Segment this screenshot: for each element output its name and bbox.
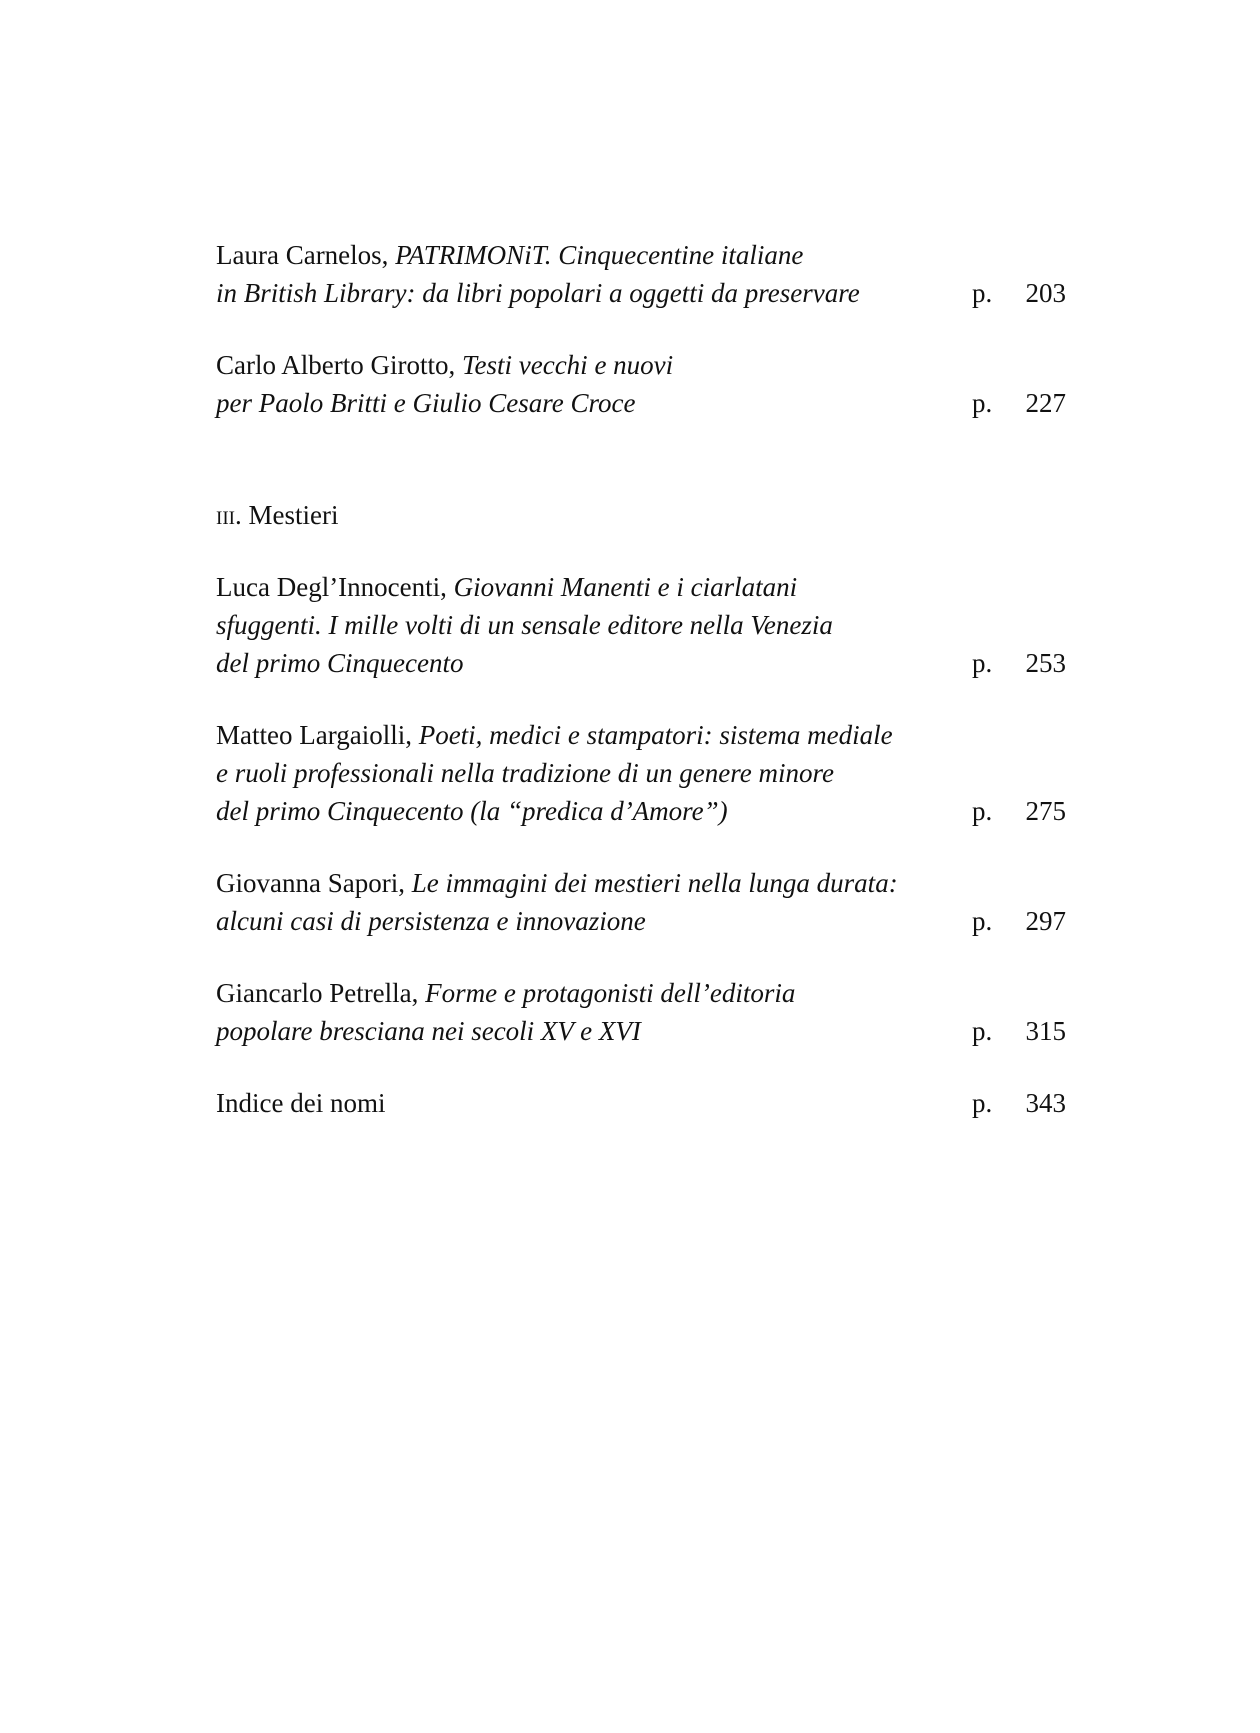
page-number: 203 — [1025, 278, 1066, 308]
page-abbrev: p. — [972, 906, 993, 936]
page-number: 275 — [1025, 796, 1066, 826]
toc-entry — [216, 974, 1066, 1050]
entry-author: Carlo Alberto Girotto, — [216, 350, 462, 380]
table-of-contents — [216, 236, 1066, 1156]
page-abbrev: p. — [972, 278, 993, 308]
toc-entry — [216, 864, 1066, 940]
page-number: 253 — [1025, 648, 1066, 678]
section-number: iii — [216, 500, 235, 530]
page-reference — [972, 274, 1066, 312]
page-reference — [972, 1084, 1066, 1122]
entry-title: sfuggenti. I mille volti di un sensale editore nella Venezia — [216, 610, 833, 640]
page-abbrev: p. — [972, 388, 993, 418]
entry-title: Le immagini dei mestieri nella lunga durata: — [411, 868, 898, 898]
entry-author: Laura Carnelos, — [216, 240, 396, 270]
page-number: 297 — [1025, 906, 1066, 936]
entry-title: per Paolo Britti e Giulio Cesare Croce — [216, 388, 636, 418]
toc-entry-line — [216, 974, 1066, 1012]
page-number: 315 — [1025, 1016, 1066, 1046]
toc-entry-line — [216, 346, 1066, 384]
page-reference — [972, 644, 1066, 682]
page-abbrev: p. — [972, 1088, 993, 1118]
page-number: 343 — [1025, 1088, 1066, 1118]
index-label: Indice dei nomi — [216, 1088, 386, 1118]
entry-title: e ruoli professionali nella tradizione di un genere minore — [216, 758, 834, 788]
toc-entry — [216, 346, 1066, 422]
toc-entry — [216, 236, 1066, 312]
section-heading — [216, 496, 1066, 534]
page-reference — [972, 792, 1066, 830]
entry-author: Giovanna Sapori, — [216, 868, 412, 898]
page-reference — [972, 1012, 1066, 1050]
page-reference — [972, 384, 1066, 422]
entry-author: Matteo Largaiolli, — [216, 720, 419, 750]
toc-entry-index — [216, 1084, 1066, 1122]
page-number: 227 — [1025, 388, 1066, 418]
toc-entry — [216, 716, 1066, 830]
entry-title: Testi vecchi e nuovi — [461, 350, 674, 380]
toc-entry-line — [216, 716, 1066, 754]
toc-entry-line — [216, 568, 1066, 606]
entry-title: Poeti, medici e stampatori: sistema mediale — [418, 720, 893, 750]
toc-entry-line — [216, 236, 1066, 274]
toc-entry — [216, 568, 1066, 682]
toc-entry-line — [216, 864, 1066, 902]
page-reference — [972, 902, 1066, 940]
entry-title: Forme e protagonisti dell’editoria — [425, 978, 796, 1008]
entry-title: PATRIMONiT. Cinquecentine italiane — [395, 240, 804, 270]
entry-title: del primo Cinquecento — [216, 648, 464, 678]
entry-title: Giovanni Manenti e i ciarlatani — [453, 572, 798, 602]
entry-title: alcuni casi di persistenza e innovazione — [216, 906, 646, 936]
entry-title: in British Library: da libri popolari a oggetti da preservare — [216, 278, 860, 308]
page-abbrev: p. — [972, 1016, 993, 1046]
section-title: . Mestieri — [234, 500, 339, 530]
entry-author: Giancarlo Petrella, — [216, 978, 426, 1008]
page-abbrev: p. — [972, 648, 993, 678]
page-abbrev: p. — [972, 796, 993, 826]
entry-title: popolare bresciana nei secoli XV e XVI — [216, 1016, 641, 1046]
entry-author: Luca Degl’Innocenti, — [216, 572, 454, 602]
entry-title: del primo Cinquecento (la “predica d’Amore”) — [216, 796, 728, 826]
